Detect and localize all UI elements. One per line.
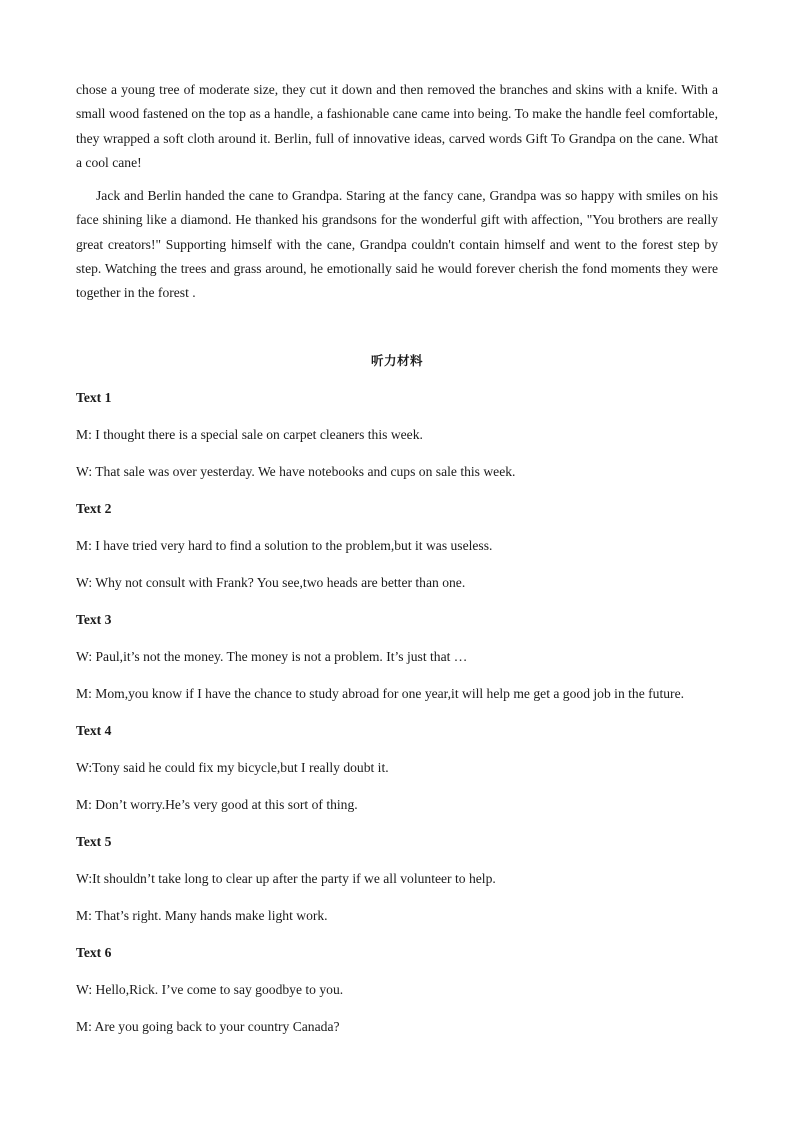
text-title: Text 2 <box>76 500 112 516</box>
dialogue-line: M: I thought there is a special sale on carpet cleaners this week. <box>76 426 423 442</box>
dialogue-line: W: Hello,Rick. I’ve come to say goodbye to you. <box>76 981 344 997</box>
story-paragraph: Jack and Berlin handed the cane to Grandpa. Staring at the fancy cane, Grandpa was so happy with smiles on his face shining like a diamond. He thanked his grandsons for the wonderful gift with affection, "You brothers are really great creators!" Supporting himself with the cane, Grandpa couldn't contain himself and went to the forest step by step. Watching the trees and grass around, he emotionally said he would forever cherish the fond moments they were together in the forest . <box>76 188 718 301</box>
text-block-2 <box>76 500 718 592</box>
dialogue-line: M: I have tried very hard to find a solution to the problem,but it was useless. <box>76 537 493 553</box>
story-paragraph: chose a young tree of moderate size, they cut it down and then removed the branches and skins with a knife. With a small wood fastened on the top as a handle, a fashionable cane came into being. To make the handle feel comfortable, they wrapped a soft cloth around it. Berlin, full of innovative ideas, carved words Gift To Grandpa on the cane. What a cool cane! <box>76 82 718 170</box>
dialogue-line: M: Don’t worry.He’s very good at this sort of thing. <box>76 796 358 812</box>
text-title: Text 5 <box>76 833 112 849</box>
text-title: Text 4 <box>76 722 112 738</box>
dialogue-line: W:It shouldn’t take long to clear up after the party if we all volunteer to help. <box>76 870 496 886</box>
listening-transcript <box>76 389 718 1036</box>
text-block-6 <box>76 944 718 1036</box>
dialogue-line: W: Why not consult with Frank? You see,two heads are better than one. <box>76 574 466 590</box>
story-section <box>76 78 718 306</box>
text-block-5 <box>76 833 718 925</box>
text-block-4 <box>76 722 718 814</box>
text-block-3 <box>76 611 718 703</box>
section-title-listening: 听力材料 <box>370 352 423 368</box>
text-title: Text 1 <box>76 389 112 405</box>
text-title: Text 3 <box>76 611 112 627</box>
dialogue-line: W: Paul,it’s not the money. The money is not a problem. It’s just that … <box>76 648 468 664</box>
dialogue-line: M: Mom,you know if I have the chance to study abroad for one year,it will help me get a good job in the future. <box>76 685 684 701</box>
dialogue-line: W: That sale was over yesterday. We have notebooks and cups on sale this week. <box>76 463 516 479</box>
dialogue-line: M: Are you going back to your country Canada? <box>76 1018 340 1034</box>
document-page <box>76 78 718 1036</box>
dialogue-line: W:Tony said he could fix my bicycle,but I really doubt it. <box>76 759 389 775</box>
dialogue-line: M: That’s right. Many hands make light work. <box>76 907 328 923</box>
text-title: Text 6 <box>76 944 112 960</box>
text-block-1 <box>76 389 718 481</box>
